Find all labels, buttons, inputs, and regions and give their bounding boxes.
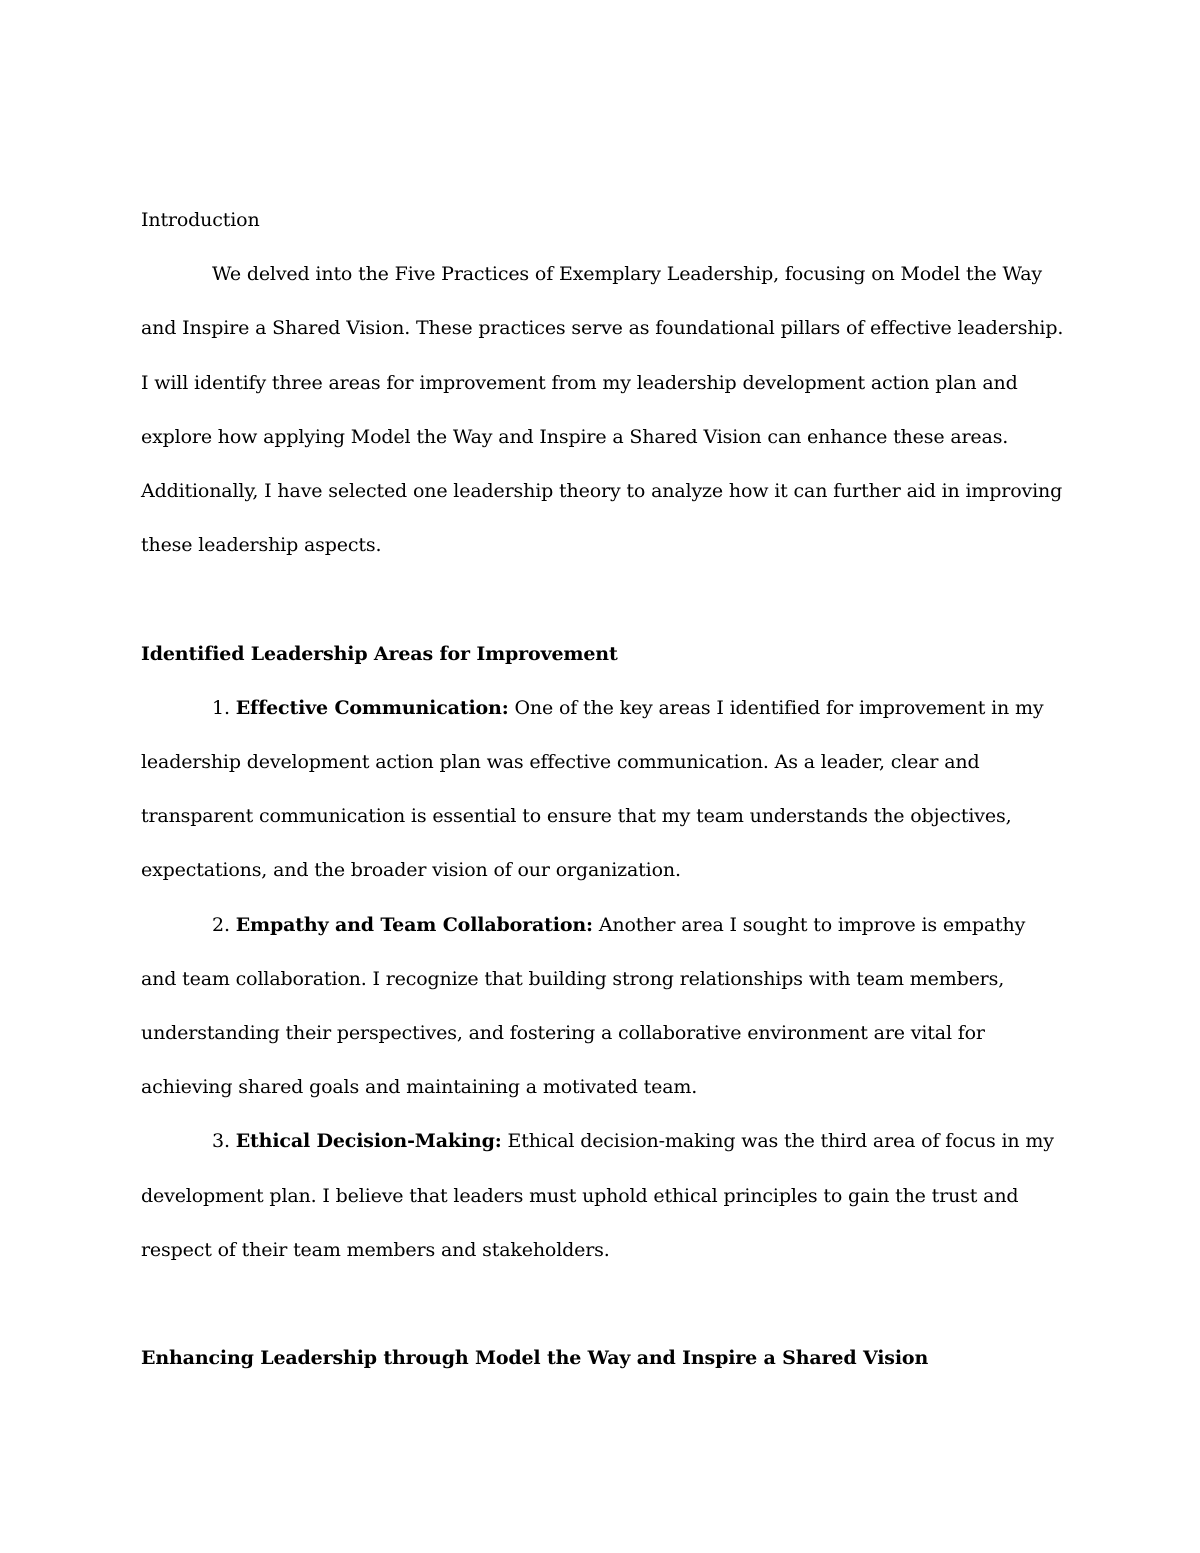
list-item-number: 2. bbox=[212, 913, 230, 936]
list-item-title: Effective Communication: bbox=[235, 696, 509, 719]
document-body bbox=[141, 193, 1066, 1385]
section-spacer bbox=[141, 572, 1066, 626]
list-item-title: Empathy and Team Collaboration: bbox=[235, 913, 593, 936]
section-heading-improvement-areas: Identified Leadership Areas for Improvement bbox=[141, 642, 618, 665]
list-item-communication bbox=[141, 681, 1066, 898]
list-item-text: One of the key areas I identified for improvement in my leadership development action plan was effective communication. As a leader, clear and transparent communication is essential to ensure that my team understands the objectives, expectations, and the broader vision of our organization. bbox=[141, 696, 1044, 882]
list-item-text: Ethical decision-making was the third area of focus in my development plan. I believe that leaders must uphold ethical principles to gain the trust and respect of their team members and stakeholders. bbox=[141, 1130, 1054, 1261]
section-spacer bbox=[141, 1277, 1066, 1331]
list-item-text: Another area I sought to improve is empathy and team collaboration. I recognize that building strong relationships with team members, understanding their perspectives, and fostering a collaborative environment are vital for achieving shared goals and maintaining a motivated team. bbox=[141, 913, 1026, 1099]
section-heading-enhancing-leadership: Enhancing Leadership through Model the Way and Inspire a Shared Vision bbox=[141, 1347, 929, 1370]
intro-paragraph: We delved into the Five Practices of Exemplary Leadership, focusing on Model the Way and Inspire a Shared Vision. These practices serve as foundational pillars of effective leadership. I will identify three areas for improvement from my leadership development action plan and explore how applying Model the Way and Inspire a Shared Vision can enhance these areas. Additionally, I have selected one leadership theory to analyze how it can further aid in improving these leadership aspects. bbox=[141, 263, 1064, 557]
list-item-empathy bbox=[141, 898, 1066, 1115]
intro-heading: Introduction bbox=[141, 209, 260, 231]
list-item-number: 3. bbox=[212, 1130, 230, 1153]
list-item-title: Ethical Decision-Making: bbox=[235, 1130, 502, 1153]
list-item-number: 1. bbox=[212, 696, 230, 719]
list-item-ethics bbox=[141, 1114, 1066, 1277]
